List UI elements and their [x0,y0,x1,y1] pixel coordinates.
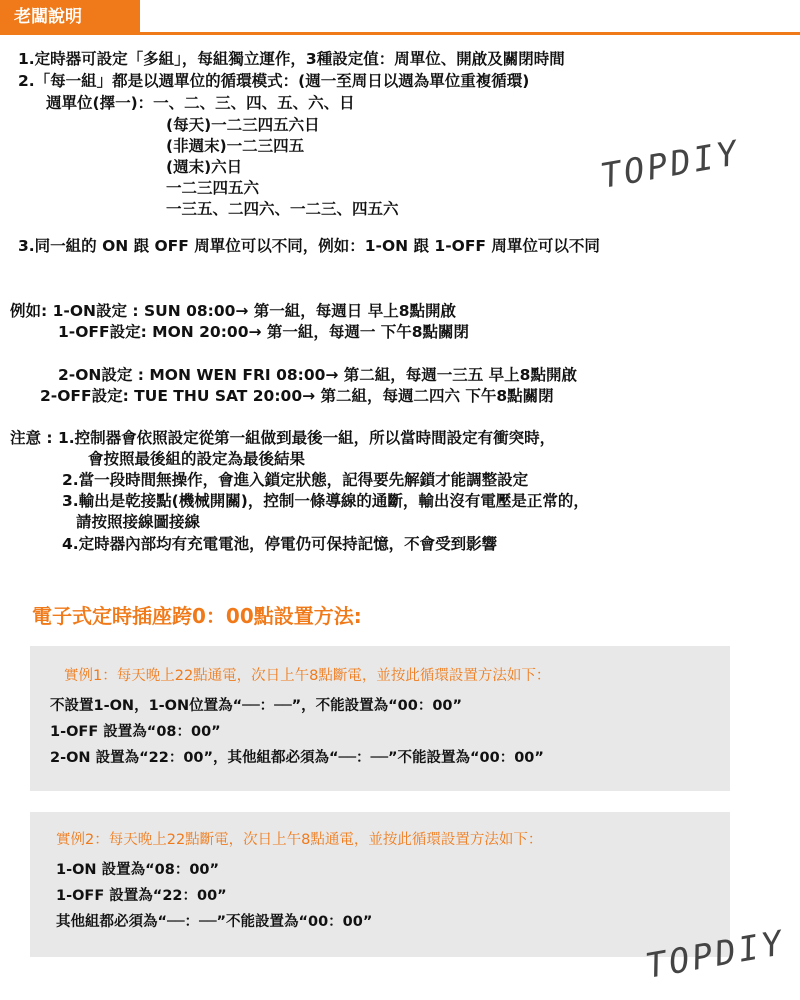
example-line-2: 1-OFF設定: MON 20:00→ 第一組，每週一 下午8點關閉 [58,323,470,341]
week-option: (週末)六日 [166,158,243,176]
example-2-title: 實例2：每天晚上22點斷電，次日上午8點通電，並按此循環設置方法如下： [56,832,543,848]
note-4: 4.定時器內部均有充電電池，停電仍可保持記憶，不會受到影響 [62,535,498,553]
example-line-3: 2-ON設定 : MON WEN FRI 08:00→ 第二組，每週一三五 早上8點開啟 [58,366,577,384]
example-line-1: 例如: 1-ON設定 : SUN 08:00→ 第一組，每週日 早上8點開啟 [10,302,456,320]
example-2-line: 其他組都必須為“──：──”不能設置為“00：00” [56,914,373,930]
example-2-line: 1-OFF 設置為“22：00” [56,888,227,904]
week-option: (非週末)一二三四五 [166,137,305,155]
watermark-logo: TOPDIY [642,923,789,987]
intro-line-2: 2.「每一組」都是以週單位的循環模式：(週一至周日以週為單位重複循環) [18,72,530,90]
intro-line-3: 3.同一組的 ON 跟 OFF 周單位可以不同，例如：1-ON 跟 1-OFF 周單位可以不同 [18,237,600,255]
example-2-box [30,812,730,957]
note-2: 2.當一段時間無操作，會進入鎖定狀態，記得要先解鎖才能調整設定 [62,471,529,489]
example-1-box [30,646,730,791]
note-3b: 請按照接線圖接線 [76,513,201,531]
section-title: 電子式定時插座跨0：00點設置方法: [32,604,362,628]
note-3a: 3.輸出是乾接點(機械開關)，控制一條導線的通斷，輸出沒有電壓是正常的， [62,492,589,510]
week-option: (每天)一二三四五六日 [166,116,320,134]
intro-line-1: 1.定時器可設定「多組」，每組獨立運作，3種設定值：周單位、開啟及關閉時間 [18,50,565,68]
example-1-line: 不設置1-ON，1-ON位置為“──：──”，不能設置為“00：00” [50,698,463,714]
watermark-logo: TOPDIY [597,133,744,197]
example-1-title: 實例1：每天晚上22點通電，次日上午8點斷電，並按此循環設置方法如下： [64,668,551,684]
header-divider [0,32,800,35]
example-1-line: 2-ON 設置為“22：00”，其他組都必須為“──：──”不能設置為“00：00” [50,750,544,766]
example-2-line: 1-ON 設置為“08：00” [56,862,220,878]
week-option: 一二三四五六 [166,179,260,197]
header-title: 老闆說明 [0,0,140,34]
example-line-4: 2-OFF設定: TUE THU SAT 20:00→ 第二組，每週二四六 下午8點關閉 [40,387,554,405]
week-option: 一三五、二四六、一二三、四五六 [166,200,399,218]
week-unit-line: 週單位(擇一)：一、二、三、四、五、六、日 [46,94,355,112]
note-1a: 注意 : 1.控制器會依照設定從第一組做到最後一組，所以當時間設定有衝突時， [10,429,556,447]
example-1-line: 1-OFF 設置為“08：00” [50,724,221,740]
note-1b: 會按照最後組的設定為最後結果 [88,450,306,468]
